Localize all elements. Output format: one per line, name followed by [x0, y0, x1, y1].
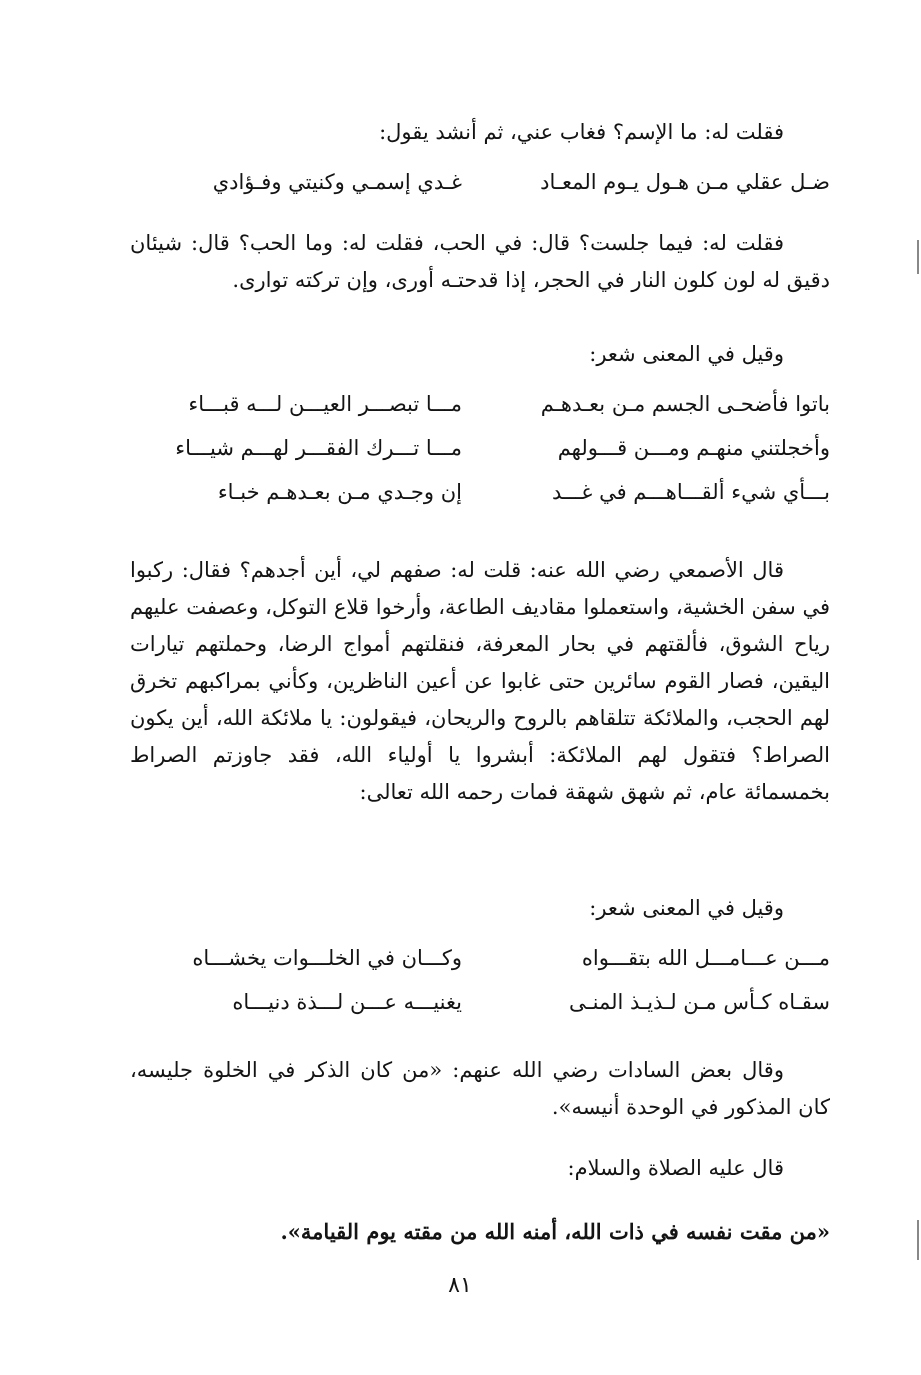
verse-line [132, 436, 830, 480]
verse-hemistich-second: غـدي إسمـي وكنيتي وفـؤادي [212, 170, 462, 194]
verse-hemistich-first: ضـل عقلي مـن هـول يـوم المعـاد [540, 170, 830, 194]
verse-hemistich-first: وأخجلتني منهـم ومـــن قـــولهم [557, 436, 830, 460]
verse-hemistich-second: وكـــان في الخلـــوات يخشـــاه [192, 946, 462, 970]
verse-block-2 [132, 392, 830, 524]
verse-line [132, 480, 830, 524]
verse-hemistich-first: باتوا فأضحـى الجسم مـن بعـدهـم [540, 392, 830, 416]
hadith-intro-block [130, 1150, 830, 1187]
verse-line [132, 990, 830, 1034]
hadith-intro: قال عليه الصلاة والسلام: [567, 1156, 784, 1180]
verse-hemistich-first: بـــأي شيء ألقـــاهـــم في غـــد [551, 480, 830, 504]
love-paragraph: فقلت له: فيما جلست؟ قال: في الحب، فقلت له: وما الحب؟ قال: شيئان دقيق له لون كلون النار في الحجر، إذا قدحتـه أورى، وإن تركته توارى. [130, 231, 830, 292]
hadith-block [130, 1213, 830, 1250]
poem-intro-block-1 [130, 336, 830, 373]
verse-block-3 [132, 946, 830, 1034]
verse-hemistich-first: سقـاه كـأس مـن لـذيـذ المنـى [568, 990, 830, 1014]
poem-intro: وقيل في المعنى شعر: [589, 896, 784, 920]
verse-line [132, 946, 830, 990]
verse-line [132, 392, 830, 436]
poem-intro-block-2 [130, 890, 830, 927]
verse-hemistich-second: مـــا تبصـــر العيـــن لـــه قبـــاء [188, 392, 462, 416]
intro-block [130, 114, 830, 151]
scan-edge-mark [917, 240, 919, 274]
asmai-paragraph-block [130, 552, 830, 811]
verse-hemistich-second: مـــا تـــرك الفقـــر لهـــم شيـــاء [175, 436, 462, 460]
verse-hemistich-second: يغنيـــه عـــن لـــذة دنيـــاه [232, 990, 462, 1014]
asmai-paragraph: قال الأصمعي رضي الله عنه: قلت له: صفهم لي، أين أجدهم؟ فقال: ركبوا في سفن الخشية، واستعملوا مقاديف الطاعة، وأرخوا قلاع التوكل، وعصفت عليهم رياح الشوق، فألقتهم في بحار المعرفة، فنقلتهم أمواج الرضا، وحملتهم تيارات اليقين، فصار القوم سائرين حتى غابوا عن أعين الناظرين، وكأني بمراكبهم تخرق لهم الحجب، والملائكة تتلقاهم بالروح والريحان، فيقولون: يا ملائكة الله، أين يكون الصراط؟ فتقول لهم الملائكة: أبشروا يا أولياء الله، فقد جاوزتم الصراط بخمسمائة عام، ثم شهق شهقة فمات رحمه الله تعالى: [130, 558, 830, 804]
saying-paragraph: وقال بعض السادات رضي الله عنهم: «من كان الذكر في الخلوة جليسه، كان المذكور في الوحدة أنيسه». [130, 1058, 830, 1119]
poem-intro: وقيل في المعنى شعر: [589, 342, 784, 366]
saying-paragraph-block [130, 1052, 830, 1126]
verse-hemistich-second: إن وجـدي مـن بعـدهـم خبـاء [217, 480, 462, 504]
verse-line [132, 170, 830, 214]
intro-line: فقلت له: ما الإسم؟ فغاب عني، ثم أنشد يقول: [379, 120, 784, 144]
hadith-text: «من مقت نفسه في ذات الله، أمنه الله من مقته يوم القيامة». [280, 1219, 830, 1244]
love-paragraph-block [130, 225, 830, 299]
verse-block-1 [132, 170, 830, 214]
page-number: ٨١ [448, 1273, 472, 1298]
scan-edge-mark [917, 1220, 919, 1260]
verse-hemistich-first: مـــن عـــامـــل الله بتقـــواه [581, 946, 830, 970]
